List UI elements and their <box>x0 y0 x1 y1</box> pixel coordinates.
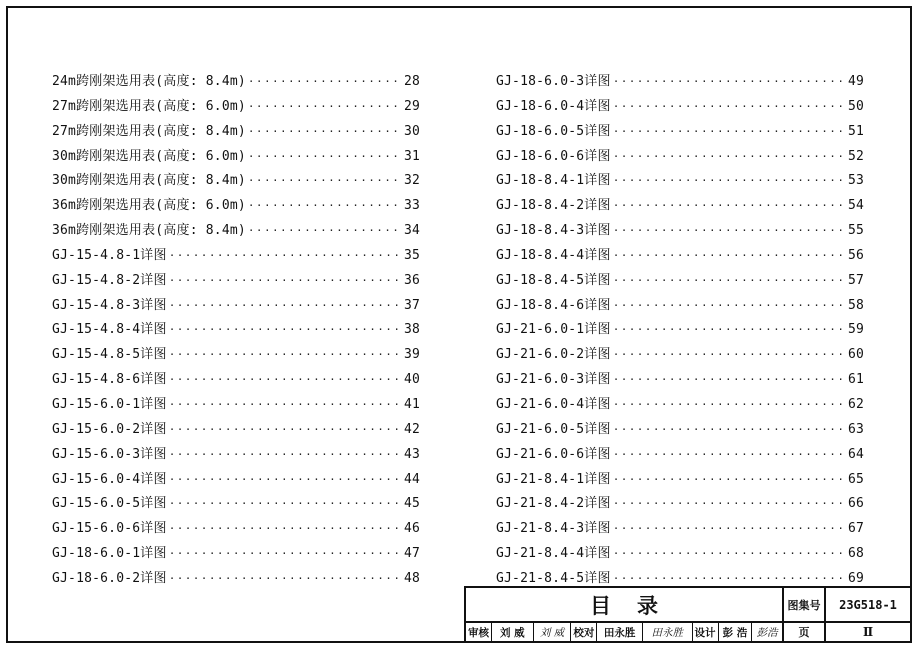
toc-entry-title: 30m跨刚架选用表(高度: 6.0m) <box>52 148 246 164</box>
toc-entry-page: 64 <box>847 446 864 462</box>
toc-entry-title: 30m跨刚架选用表(高度: 8.4m) <box>52 173 246 189</box>
toc-entry-title: GJ-21-6.0-3详图 <box>496 372 611 388</box>
toc-entry-title: GJ-15-4.8-6详图 <box>52 372 167 388</box>
toc-entry <box>52 542 420 567</box>
dot-leader <box>613 547 846 560</box>
toc-entry <box>52 343 420 368</box>
page-label: 页 <box>784 623 826 641</box>
toc-entry-page: 67 <box>847 521 864 537</box>
toc-entry <box>496 542 864 567</box>
toc-entry-title: 27m跨刚架选用表(高度: 8.4m) <box>52 123 246 139</box>
toc-entry <box>52 269 420 294</box>
toc-entry-page: 65 <box>847 471 864 487</box>
check-name: 田永胜 <box>597 623 643 641</box>
toc-entry-page: 53 <box>847 173 864 189</box>
toc-entry-title: 24m跨刚架选用表(高度: 8.4m) <box>52 74 246 89</box>
toc-entry-page: 62 <box>847 396 864 412</box>
dot-leader <box>169 249 402 262</box>
toc-entry <box>52 70 420 95</box>
dot-leader <box>248 199 402 212</box>
toc-entry-title: GJ-18-8.4-5详图 <box>496 272 611 288</box>
toc-entry-title: GJ-18-6.0-6详图 <box>496 148 611 164</box>
dot-leader <box>613 373 846 386</box>
toc-entry <box>52 145 420 170</box>
toc-entry-page: 69 <box>847 570 864 586</box>
toc-entry <box>496 418 864 443</box>
toc-entry <box>52 567 420 592</box>
toc-entry-title: 36m跨刚架选用表(高度: 6.0m) <box>52 198 246 214</box>
toc-entry <box>496 120 864 145</box>
toc-entry-title: GJ-15-6.0-6详图 <box>52 521 167 537</box>
toc-entry-title: GJ-21-6.0-4详图 <box>496 396 611 412</box>
toc-entry <box>496 492 864 517</box>
dot-leader <box>169 373 402 386</box>
dot-leader <box>613 473 846 486</box>
toc-entry-page: 58 <box>847 297 864 313</box>
toc-entry-page: 41 <box>403 396 420 412</box>
dot-leader <box>613 348 846 361</box>
toc-entry-title: GJ-18-6.0-3详图 <box>496 74 611 89</box>
toc-entry-title: GJ-18-6.0-1详图 <box>52 546 167 562</box>
dot-leader <box>169 572 402 585</box>
dot-leader <box>248 125 402 138</box>
dot-leader <box>613 199 846 212</box>
toc-entry <box>496 194 864 219</box>
toc-entry-page: 48 <box>403 570 420 586</box>
toc-entry <box>496 368 864 393</box>
toc-entry-title: GJ-21-8.4-3详图 <box>496 521 611 537</box>
toc-entry <box>52 294 420 319</box>
toc-entry <box>496 294 864 319</box>
design-label: 设计 <box>693 623 719 641</box>
dot-leader <box>613 497 846 510</box>
toc-entry-title: GJ-18-8.4-1详图 <box>496 173 611 189</box>
dot-leader <box>613 572 846 585</box>
toc-entry <box>52 393 420 418</box>
design-signature: 彭浩 <box>756 626 778 639</box>
dot-leader <box>169 448 402 461</box>
set-number: 23G518-1 <box>826 588 910 623</box>
toc-entry-title: GJ-15-4.8-2详图 <box>52 272 167 288</box>
toc-entry-title: GJ-15-6.0-2详图 <box>52 421 167 437</box>
toc-entry <box>52 244 420 269</box>
toc-entry-page: 36 <box>403 272 420 288</box>
toc-entry <box>52 492 420 517</box>
dot-leader <box>248 224 402 237</box>
toc-entry-page: 40 <box>403 372 420 388</box>
signature-row <box>466 623 784 641</box>
toc-entry-title: GJ-21-6.0-5详图 <box>496 421 611 437</box>
dot-leader <box>169 547 402 560</box>
toc-entry <box>496 95 864 120</box>
toc-entry-page: 46 <box>403 521 420 537</box>
dot-leader <box>613 423 846 436</box>
dot-leader <box>169 497 402 510</box>
toc-right-column <box>496 70 864 592</box>
toc-entry-title: GJ-15-6.0-4详图 <box>52 471 167 487</box>
toc-entry <box>52 219 420 244</box>
toc-entry-page: 66 <box>847 496 864 512</box>
dot-leader <box>248 174 402 187</box>
toc-entry-title: GJ-18-6.0-5详图 <box>496 123 611 139</box>
toc-entry <box>52 368 420 393</box>
toc-entry <box>52 443 420 468</box>
title-block <box>464 586 910 641</box>
toc-entry-page: 31 <box>403 148 420 164</box>
toc-entry-title: GJ-15-4.8-1详图 <box>52 247 167 263</box>
review-signature: 刘 威 <box>534 623 572 641</box>
toc-entry-page: 61 <box>847 372 864 388</box>
toc-entry-page: 45 <box>403 496 420 512</box>
toc-entry <box>496 219 864 244</box>
toc-entry-title: GJ-21-6.0-2详图 <box>496 347 611 363</box>
toc-entry-title: GJ-21-8.4-1详图 <box>496 471 611 487</box>
toc-entry-title: GJ-18-6.0-2详图 <box>52 570 167 586</box>
dot-leader <box>169 398 402 411</box>
toc-entry <box>496 70 864 95</box>
dot-leader <box>169 299 402 312</box>
toc-entry <box>496 468 864 493</box>
toc-entry-title: GJ-18-8.4-3详图 <box>496 223 611 239</box>
toc-entry <box>52 517 420 542</box>
dot-leader <box>613 100 846 113</box>
toc-entry-title: GJ-21-8.4-4详图 <box>496 546 611 562</box>
toc-entry-title: GJ-15-6.0-1详图 <box>52 396 167 412</box>
toc-entry <box>52 194 420 219</box>
toc-entry-page: 47 <box>403 546 420 562</box>
toc-entry <box>496 443 864 468</box>
toc-entry-title: 36m跨刚架选用表(高度: 8.4m) <box>52 223 246 239</box>
dot-leader <box>248 75 402 88</box>
toc-entry-page: 29 <box>403 98 420 114</box>
toc-entry <box>52 95 420 120</box>
toc-entry-page: 49 <box>847 74 864 89</box>
dot-leader <box>613 174 846 187</box>
drawing-title: 目录 <box>466 588 784 623</box>
toc-entry <box>496 393 864 418</box>
toc-entry <box>52 468 420 493</box>
dot-leader <box>613 274 846 287</box>
dot-leader <box>169 348 402 361</box>
dot-leader <box>248 100 402 113</box>
toc-entry-page: 30 <box>403 123 420 139</box>
dot-leader <box>613 150 846 163</box>
toc-entry-title: GJ-18-8.4-2详图 <box>496 198 611 214</box>
toc-entry-title: GJ-15-4.8-4详图 <box>52 322 167 338</box>
dot-leader <box>613 448 846 461</box>
toc-entry-title: 27m跨刚架选用表(高度: 6.0m) <box>52 98 246 114</box>
toc-entry <box>52 169 420 194</box>
dot-leader <box>169 274 402 287</box>
dot-leader <box>613 75 846 88</box>
toc-entry <box>52 418 420 443</box>
toc-entry-page: 51 <box>847 123 864 139</box>
toc-entry-page: 43 <box>403 446 420 462</box>
toc-entry-title: GJ-18-8.4-4详图 <box>496 247 611 263</box>
toc-entry-page: 55 <box>847 223 864 239</box>
page-number: Ⅱ <box>862 625 874 639</box>
toc-entry <box>52 120 420 145</box>
toc-entry-page: 44 <box>403 471 420 487</box>
toc-entry <box>496 517 864 542</box>
toc-entry-page: 50 <box>847 98 864 114</box>
toc-entry-page: 68 <box>847 546 864 562</box>
toc-entry-page: 35 <box>403 247 420 263</box>
toc-entry-page: 33 <box>403 198 420 214</box>
dot-leader <box>169 423 402 436</box>
toc-entry-page: 59 <box>847 322 864 338</box>
toc-entry-page: 57 <box>847 272 864 288</box>
toc-entry-page: 63 <box>847 421 864 437</box>
toc-entry-page: 38 <box>403 322 420 338</box>
review-label: 审核 <box>466 623 492 641</box>
toc-entry-title: GJ-21-6.0-1详图 <box>496 322 611 338</box>
toc-entry-page: 39 <box>403 347 420 363</box>
dot-leader <box>613 224 846 237</box>
toc-left-column <box>52 70 420 592</box>
toc-entry-title: GJ-15-6.0-5详图 <box>52 496 167 512</box>
toc-entry-title: GJ-15-6.0-3详图 <box>52 446 167 462</box>
dot-leader <box>613 299 846 312</box>
toc-entry-page: 42 <box>403 421 420 437</box>
dot-leader <box>613 125 846 138</box>
dot-leader <box>613 249 846 262</box>
toc-entry-title: GJ-21-8.4-2详图 <box>496 496 611 512</box>
dot-leader <box>248 150 402 163</box>
toc-entry-page: 56 <box>847 247 864 263</box>
toc-entry-page: 37 <box>403 297 420 313</box>
toc-entry-page: 34 <box>403 223 420 239</box>
dot-leader <box>613 398 846 411</box>
check-label: 校对 <box>571 623 597 641</box>
toc-entry-page: 32 <box>403 173 420 189</box>
toc-entry-title: GJ-21-6.0-6详图 <box>496 446 611 462</box>
toc-entry <box>496 145 864 170</box>
toc-entry <box>496 244 864 269</box>
toc-entry-title: GJ-18-6.0-4详图 <box>496 98 611 114</box>
toc-entry-title: GJ-15-4.8-3详图 <box>52 297 167 313</box>
review-name: 刘 威 <box>492 623 534 641</box>
dot-leader <box>169 522 402 535</box>
toc-entry <box>496 318 864 343</box>
toc-entry <box>52 318 420 343</box>
design-name: 彭 浩 <box>719 623 753 641</box>
toc-entry <box>496 169 864 194</box>
dot-leader <box>613 522 846 535</box>
toc-entry-page: 54 <box>847 198 864 214</box>
dot-leader <box>169 323 402 336</box>
toc-entry-page: 52 <box>847 148 864 164</box>
check-signature: 田永胜 <box>643 623 693 641</box>
toc-entry <box>496 269 864 294</box>
toc-entry-title: GJ-18-8.4-6详图 <box>496 297 611 313</box>
toc-entry-page: 60 <box>847 347 864 363</box>
set-number-label: 图集号 <box>784 588 826 623</box>
toc-entry-page: 28 <box>403 74 420 89</box>
toc-entry <box>496 343 864 368</box>
dot-leader <box>613 323 846 336</box>
toc-entry-title: GJ-21-8.4-5详图 <box>496 570 611 586</box>
dot-leader <box>169 473 402 486</box>
toc-entry-title: GJ-15-4.8-5详图 <box>52 347 167 363</box>
